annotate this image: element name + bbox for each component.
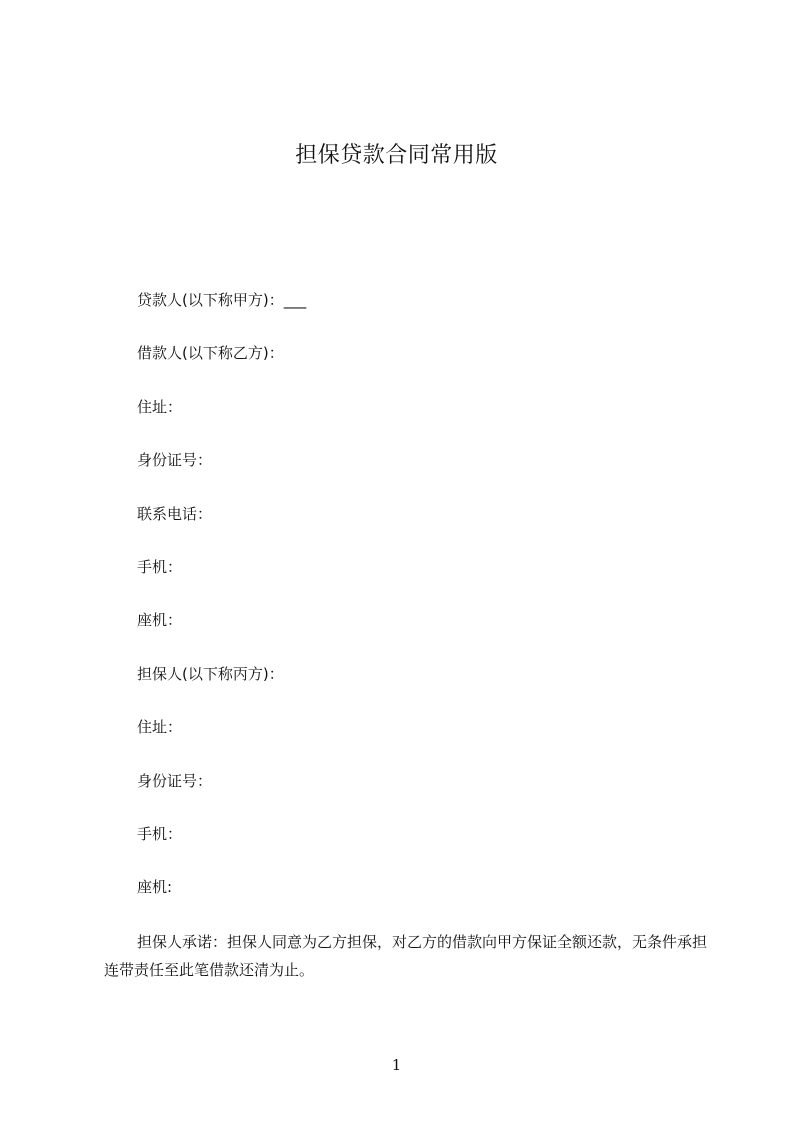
field-guarantor-landline [137,876,697,929]
field-guarantor-address [137,716,697,769]
field-label: 座机： [137,611,183,630]
field-borrower-mobile [137,556,697,609]
field-borrower-address [137,396,697,449]
field-guarantor-id-number [137,770,697,823]
field-borrower-contact-phone [137,503,697,556]
field-guarantor [137,663,697,716]
field-borrower-id-number [137,449,697,502]
field-label: 身份证号： [137,451,213,470]
field-label: 座机: [137,878,173,897]
field-label: 贷款人(以下称甲方)： [137,291,284,309]
guarantee-clause: 担保人承诺：担保人同意为乙方担保，对乙方的借款向甲方保证全额还款，无条件承担连带责任至此笔借款还清为止。 [104,933,708,979]
field-value: ___ [283,291,307,309]
field-guarantor-mobile [137,823,697,876]
field-lender [137,289,697,342]
field-label: 借款人(以下称乙方)： [137,344,284,363]
field-label: 住址： [137,397,183,416]
field-label: 身份证号： [137,771,213,790]
party-info-fields [137,289,697,930]
field-label: 担保人(以下称丙方)： [137,664,284,683]
page-number: 1 [391,1056,402,1074]
document-title: 担保贷款合同常用版 [295,143,498,168]
field-label: 住址： [137,718,183,737]
field-borrower [137,342,697,395]
field-label: 联系电话： [137,504,213,523]
field-label: 手机： [137,824,183,843]
field-borrower-landline [137,609,697,662]
field-label: 手机： [137,557,183,576]
